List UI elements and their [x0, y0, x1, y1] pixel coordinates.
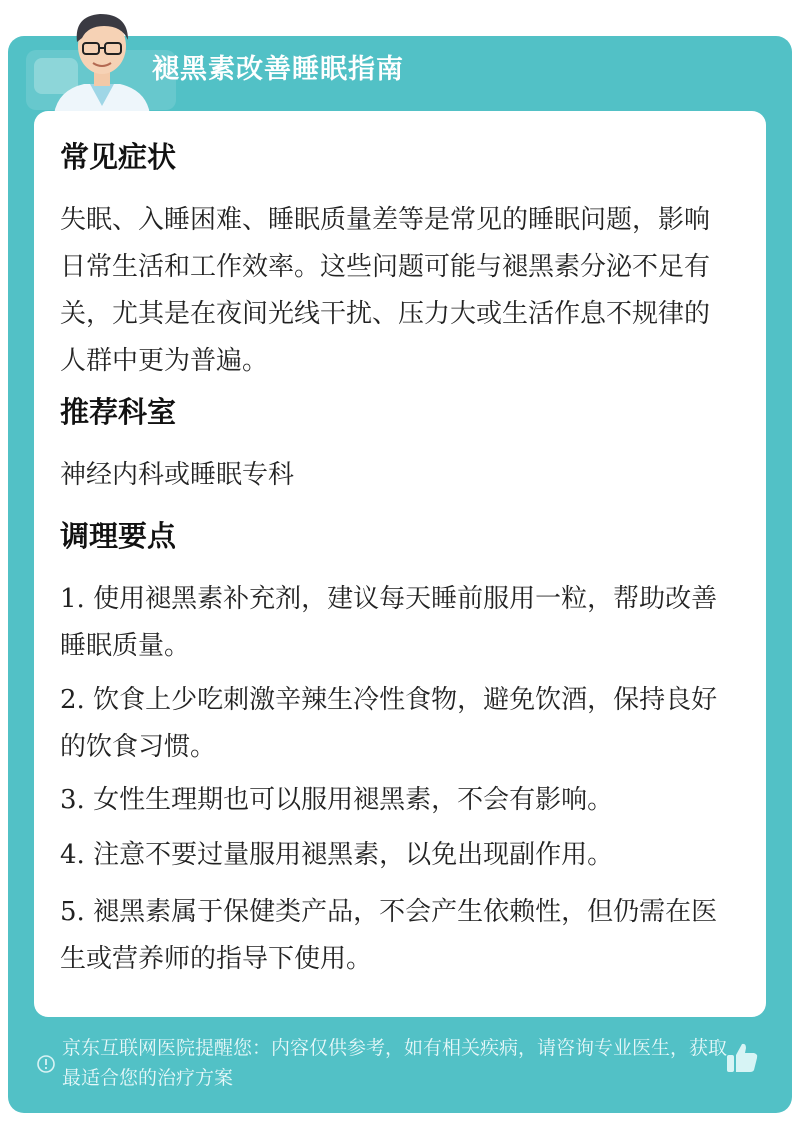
list-item-text: 饮食上少吃刺激辛辣生冷性食物，避免饮酒，保持良好的饮食习惯。: [60, 685, 718, 762]
symptoms-paragraph: 失眠、入睡困难、睡眠质量差等是常见的睡眠问题，影响日常生活和工作效率。这些问题可能与褪黑素分泌不足有关，尤其是在夜间光线干扰、压力大或生活作息不规律的人群中更为普遍。: [60, 205, 711, 376]
list-item-number: 2.: [60, 685, 85, 715]
doctor-avatar: [44, 6, 160, 114]
list-item-text: 使用褪黑素补充剂，建议每天睡前服用一粒，帮助改善睡眠质量。: [60, 584, 718, 661]
list-item-text: 注意不要过量服用褪黑素，以免出现副作用。: [93, 840, 614, 870]
list-item-number: 1.: [60, 584, 85, 614]
content-card: [34, 111, 766, 1017]
list-item-text: 褪黑素属于保健类产品，不会产生依赖性，但仍需在医生或营养师的指导下使用。: [60, 897, 718, 974]
list-item-number: 3.: [60, 785, 85, 815]
department-paragraph: 神经内科或睡眠专科: [60, 460, 295, 490]
list-item-number: 5.: [60, 897, 85, 927]
section-heading-department: 推荐科室: [60, 395, 177, 429]
list-item-number: 4.: [60, 840, 85, 870]
page-title: 褪黑素改善睡眠指南: [152, 54, 404, 85]
thumbs-up-icon[interactable]: [724, 1040, 760, 1076]
list-item-text: 女性生理期也可以服用褪黑素，不会有影响。: [93, 785, 614, 815]
section-heading-care: 调理要点: [60, 519, 177, 553]
section-heading-symptoms: 常见症状: [60, 140, 177, 174]
list-item: [60, 677, 732, 771]
list-item: [60, 889, 732, 983]
info-icon: [36, 1054, 56, 1074]
list-item: [60, 832, 732, 879]
list-item: [60, 777, 732, 824]
list-item: [60, 576, 732, 670]
disclaimer-text: 京东互联网医院提醒您：内容仅供参考，如有相关疾病，请咨询专业医生，获取最适合您的治疗方案: [62, 1037, 728, 1089]
